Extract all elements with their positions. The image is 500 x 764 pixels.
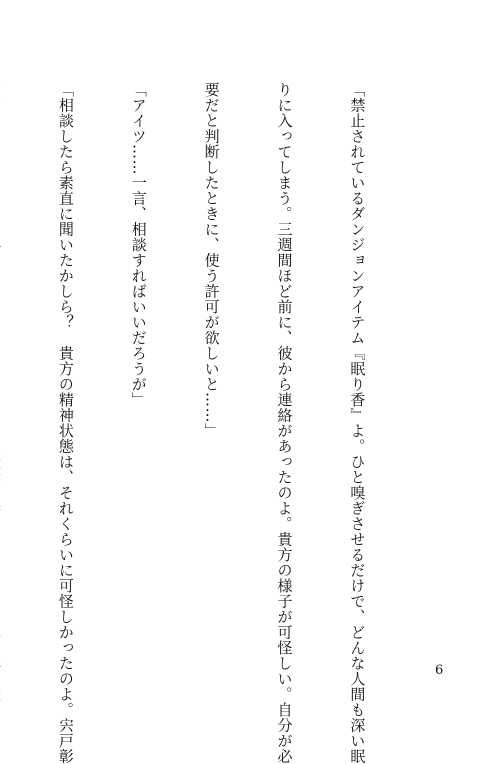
text-line: 要だと判断したときに、使う許可が欲しいと……」 <box>202 82 221 439</box>
vertical-text-body <box>0 82 418 764</box>
text-line: 「相談したら素直に聞いたかしら？ 貴方の精神状態は、それくらいに可怪しかったのよ。宍戸彰 <box>56 82 75 764</box>
text-line: りに入ってしまう。三週間ほど前に、彼から連絡があったのよ。貴方の様子が可怪しい。自分が必 <box>275 82 294 764</box>
text-line: 「禁止されているダンジョンアイテム『眠り香』よ。ひと嗅ぎさせるだけで、どんな人間も深い眠 <box>348 82 367 764</box>
page-number: 6 <box>435 663 444 678</box>
text-line: 「アイツ……一言、相談すればいいだろうが」 <box>129 82 148 408</box>
text-line <box>0 82 5 642</box>
